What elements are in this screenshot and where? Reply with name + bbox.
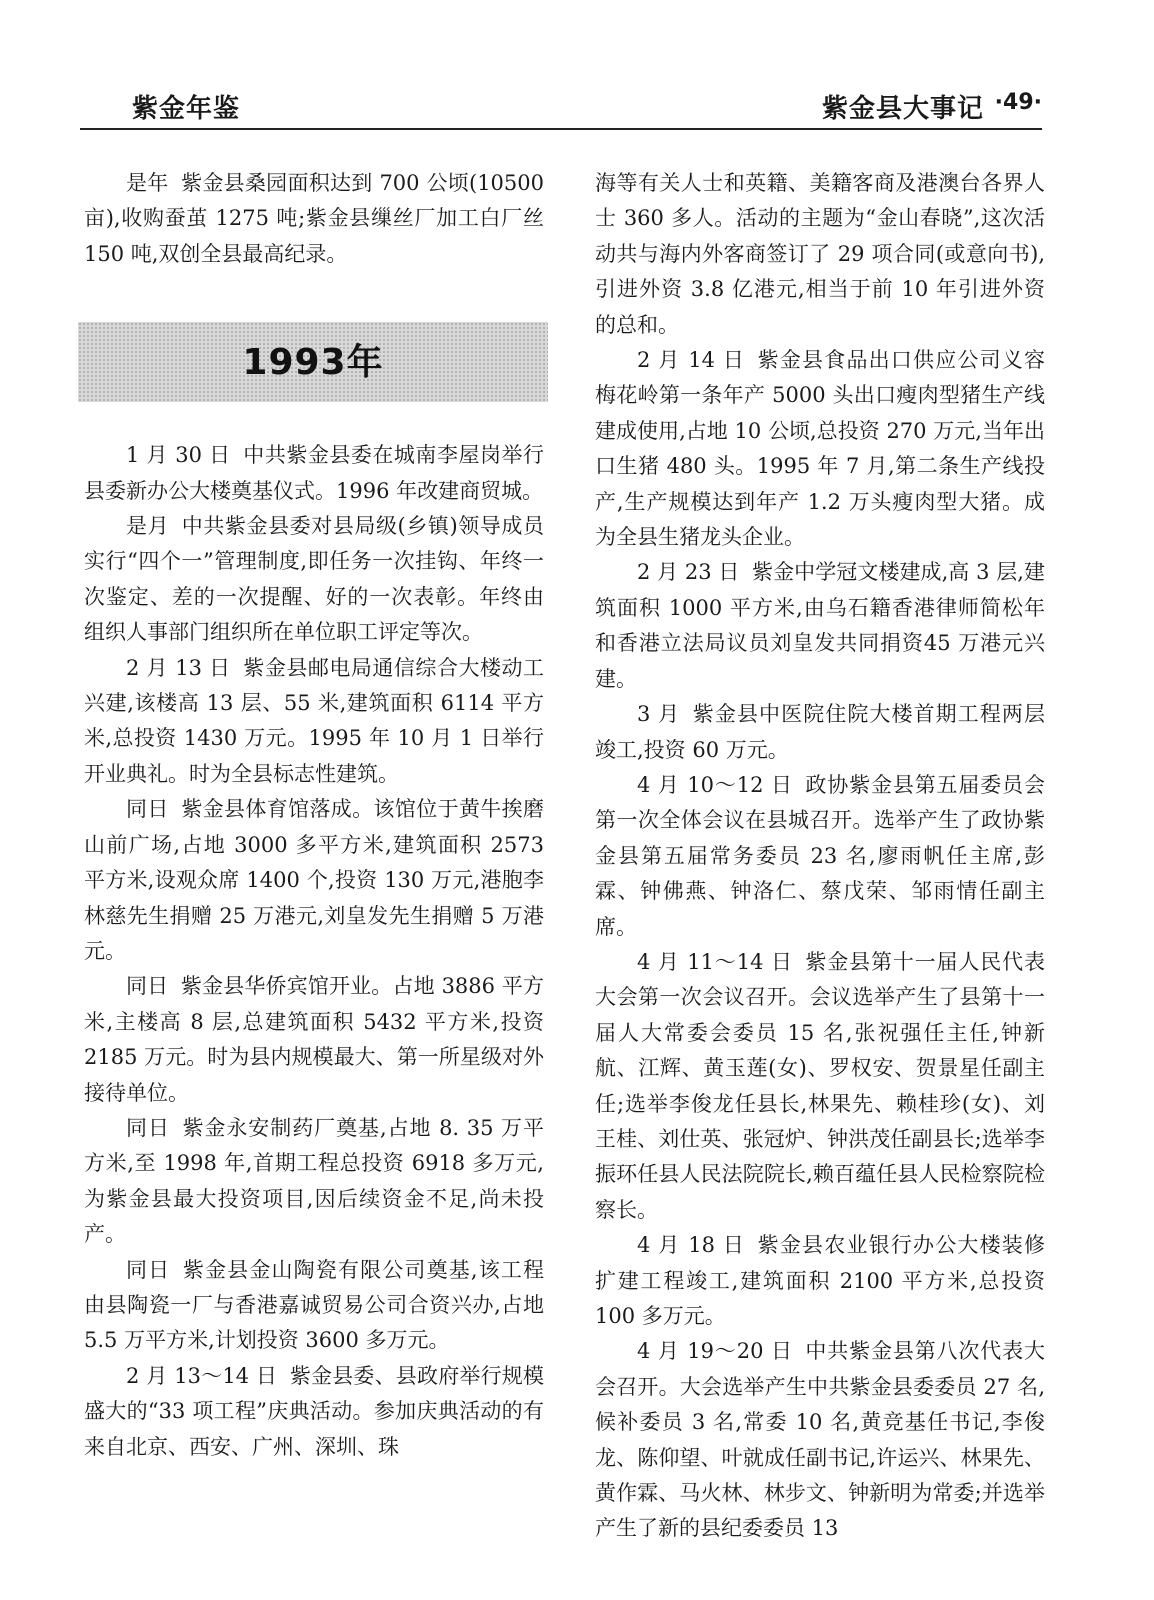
chronicle-entry xyxy=(84,651,544,793)
chronicle-entry xyxy=(84,969,544,1111)
chronicle-entry xyxy=(595,697,1045,768)
entry-date: 2 月 13～14 日 xyxy=(126,1363,278,1388)
entry-text: 紫金县委、县政府举行规模盛大的“33 项工程”庆典活动。参加庆典活动的有来自北京、西安、广州、深圳、珠 xyxy=(84,1363,544,1459)
entry-text: 政协紫金县第五届委员会第一次全体会议在县城召开。选举产生了政协紫金县第五届常务委员 23 名,廖雨帆任主席,彭霖、钟佛燕、钟洛仁、蔡戊荣、邹雨情任副主席。 xyxy=(595,772,1045,939)
entry-text: 紫金县桑园面积达到 700 公顷(10500 亩),收购蚕茧 1275 吨;紫金县缫丝厂加工白厂丝 150 吨,双创全县最高纪录。 xyxy=(84,171,544,266)
chronicle-entry xyxy=(84,1359,544,1465)
entry-text: 中共紫金县委在城南李屋岗举行县委新办公大楼奠基仪式。1996 年改建商贸城。 xyxy=(84,443,545,503)
running-header xyxy=(80,88,1042,132)
entry-date: 2 月 23 日 xyxy=(637,560,740,585)
page-number: ·49· xyxy=(994,90,1042,115)
entry-date: 同日 xyxy=(126,974,169,999)
entry-text: 紫金县华侨宾馆开业。占地 3886 平方米,主楼高 8 层,总建筑面积 5432 平方米,投资 2185 万元。时为县内规模最大、第一所星级对外接待单位。 xyxy=(84,974,545,1105)
year-banner xyxy=(78,322,548,402)
entry-date: 4 月 19～20 日 xyxy=(637,1339,793,1364)
chronicle-entry xyxy=(595,343,1045,555)
section-title: 紫金县大事记 xyxy=(821,94,984,124)
chronicle-entry xyxy=(595,768,1045,945)
entry-text: 紫金县中医院住院大楼首期工程两层竣工,投资 60 万元。 xyxy=(595,702,1045,762)
entry-date: 同日 xyxy=(126,797,169,822)
entry-text: 紫金县邮电局通信综合大楼动工兴建,该楼高 13 层、55 米,建筑面积 6114 平方米,总投资 1430 万元。1995 年 10 月 1 日举行开业典礼。时为全县标志性建筑。 xyxy=(84,655,545,786)
left-column xyxy=(84,166,544,1465)
entry-text: 紫金永安制药厂奠基,占地 8. 35 万平方米,至 1998 年,首期工程总投资 6918 多万元,为紫金县最大投资项目,因后续资金不足,尚未投产。 xyxy=(84,1115,544,1247)
intro-entry xyxy=(84,166,544,272)
chronicle-entry xyxy=(595,555,1045,697)
chronicle-entry xyxy=(84,509,544,651)
chronicle-entry xyxy=(595,1228,1045,1334)
chronicle-entry xyxy=(84,438,544,509)
chronicle-entry xyxy=(84,1253,544,1359)
right-column xyxy=(595,166,1045,1547)
entry-text: 紫金县第十一届人民代表大会第一次会议召开。会议选举产生了县第十一届人大常委会委员 15 名,张祝强任主任,钟新航、江辉、黄玉莲(女)、罗权安、贺景星任副主任;选举李俊龙任县长,林果先、赖桂珍(女)、刘王桂、刘仕英、张冠炉、钟洪茂任副县长;选举李振环任县人民法院院长,赖百蕴任县人民检察院检察长。 xyxy=(595,949,1045,1222)
entry-text: 紫金中学冠文楼建成,高 3 层,建筑面积 1000 平方米,由乌石籍香港律师简松年和香港立法局议员刘皇发共同捐资45 万港元兴建。 xyxy=(595,560,1046,691)
chronicle-entry xyxy=(84,1111,544,1253)
entry-text: 紫金县体育馆落成。该馆位于黄牛挨磨山前广场,占地 3000 多平方米,建筑面积 2573 平方米,设观众席 1400 个,投资 130 万元,港胞李林慈先生捐赠 25 万港元,刘皇发先生捐赠 5 万港元。 xyxy=(84,797,545,963)
entry-text: 紫金县农业银行办公大楼装修扩建工程竣工,建筑面积 2100 平方米,总投资 100 多万元。 xyxy=(595,1233,1045,1328)
entry-date: 4 月 11～14 日 xyxy=(637,949,793,974)
header-rule xyxy=(80,128,1042,130)
entry-date: 2 月 13 日 xyxy=(126,655,231,680)
year-title: 1993年 xyxy=(242,341,384,383)
chronicle-entry xyxy=(84,792,544,969)
entry-text: 紫金县食品出口供应公司义容梅花岭第一条年产 5000 头出口瘦肉型猪生产线建成使用,占地 10 公顷,总投资 270 万元,当年出口生猪 480 头。1995 年 7 月,第二条生产线投产,生产规模达到年产 1.2 万头瘦肉型大猪。成为全县生猪龙头企业。 xyxy=(595,348,1045,550)
entry-date: 2 月 14 日 xyxy=(637,348,746,373)
book-title: 紫金年鉴 xyxy=(132,94,241,124)
entry-date: 4 月 10～12 日 xyxy=(637,772,793,797)
entry-date: 是月 xyxy=(126,514,170,539)
entry-date: 同日 xyxy=(126,1115,170,1140)
entry-text: 紫金县金山陶瓷有限公司奠基,该工程由县陶瓷一厂与香港嘉诚贸易公司合资兴办,占地 5.5 万平方米,计划投资 3600 多万元。 xyxy=(84,1257,544,1353)
chronicle-entry xyxy=(595,1334,1045,1546)
entry-date: 是年 xyxy=(126,171,169,195)
entry-date: 1 月 30 日 xyxy=(126,443,231,468)
entry-date: 同日 xyxy=(126,1257,171,1282)
entry-date: 4 月 18 日 xyxy=(637,1233,746,1258)
entry-date: 3 月 xyxy=(637,702,681,727)
entry-text: 中共紫金县委对县局级(乡镇)领导成员实行“四个一”管理制度,即任务一次挂钩、年终一次鉴定、差的一次提醒、好的一次表彰。年终由组织人事部门组织所在单位职工评定等次。 xyxy=(84,514,545,645)
chronicle-entry xyxy=(595,945,1045,1228)
entry-text: 中共紫金县第八次代表大会召开。大会选举产生中共紫金县委委员 27 名,候补委员 3 名,常委 10 名,黄竞基任书记,李俊龙、陈仰望、叶就成任副书记,许运兴、林果先、黄作霖、马火林、林步文、钟新明为常委;并选举产生了新的县纪委委员 13 xyxy=(595,1339,1045,1541)
continued-entry-text: 海等有关人士和英籍、美籍客商及港澳台各界人士 360 多人。活动的主题为“金山春晓”,这次活动共与海内外客商签订了 29 项合同(或意向书),引进外资 3.8 亿港元,相当于前 10 年引进外资的总和。 xyxy=(595,171,1045,337)
